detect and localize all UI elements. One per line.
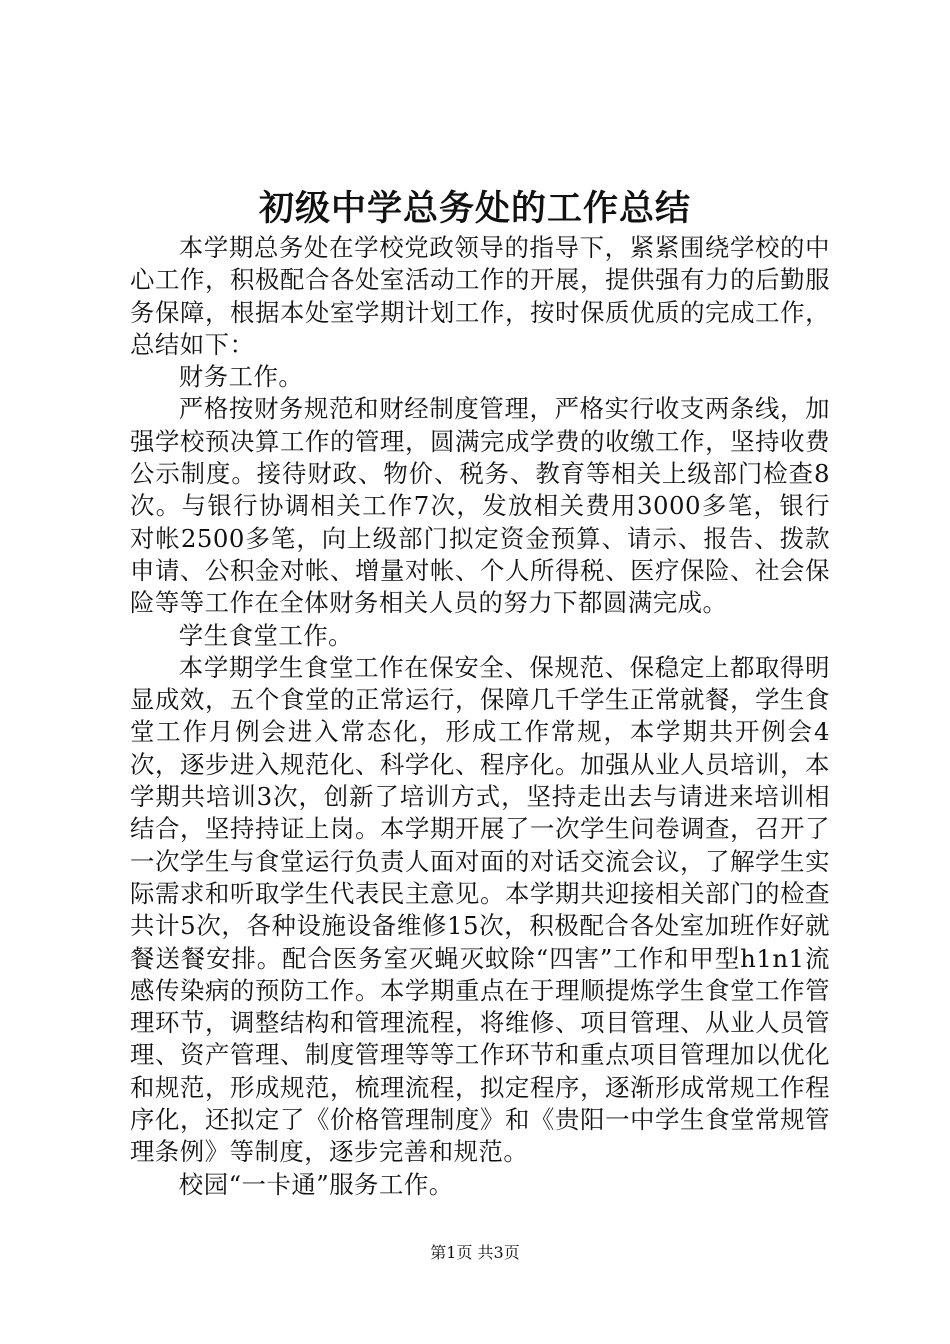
section-heading-finance: 财务工作。 [178,362,304,392]
section-heading-canteen: 学生食堂工作。 [178,620,354,650]
document-title: 初级中学总务处的工作总结 [258,188,691,229]
finance-paragraph: 严格按财务规范和财经制度管理，严格实行收支两条线，加强学校预决算工作的管理，圆满完成学费的收缴工作，坚持收费公示制度。接待财政、物价、税务、教育等相关上级部门检查8次。与银行协调相关工作7次，发放相关费用3000多笔，银行对帐2500多笔，向上级部门拟定资金预算、请示、报告、拨款申请、公积金对帐、增量对帐、个人所得税、医疗保险、社会保险等等工作在全体财务相关人员的努力下都圆满完成。 [130,394,830,618]
document-body [130,232,830,1201]
page-footer: 第1页 共3页 [430,1243,520,1262]
canteen-paragraph: 本学期学生食堂工作在保安全、保规范、保稳定上都取得明显成效，五个食堂的正常运行，保障几千学生正常就餐，学生食堂工作月例会进入常态化，形成工作常规，本学期共开例会4次，逐步进入规范化、科学化、程序化。加强从业人员培训，本学期共培训3次，创新了培训方式，坚持走出去与请进来培训相结合，坚持持证上岗。本学期开展了一次学生问卷调查，召开了一次学生与食堂运行负责人面对面的对话交流会议，了解学生实际需求和听取学生代表民主意见。本学期共迎接相关部门的检查共计5次，各种设施设备维修15次，积极配合各处室加班作好就餐送餐安排。配合医务室灭蝇灭蚊除“四害”工作和甲型h1n1流感传染病的预防工作。本学期重点在于理顺提炼学生食堂工作管理环节，调整结构和管理流程，将维修、项目管理、从业人员管理、资产管理、制度管理等等工作环节和重点项目管理加以优化和规范，形成规范，梳理流程，拟定程序，逐渐形成常规工作程序化，还拟定了《价格管理制度》和《贵阳一中学生食堂常规管理条例》等制度，逐步完善和规范。 [130,652,830,1167]
section-heading-campus-card: 校园“一卡通”服务工作。 [178,1169,454,1199]
intro-paragraph: 本学期总务处在学校党政领导的指导下，紧紧围绕学校的中心工作，积极配合各处室活动工作的开展，提供强有力的后勤服务保障，根据本处室学期计划工作，按时保质优质的完成工作，总结如下： [130,233,830,359]
